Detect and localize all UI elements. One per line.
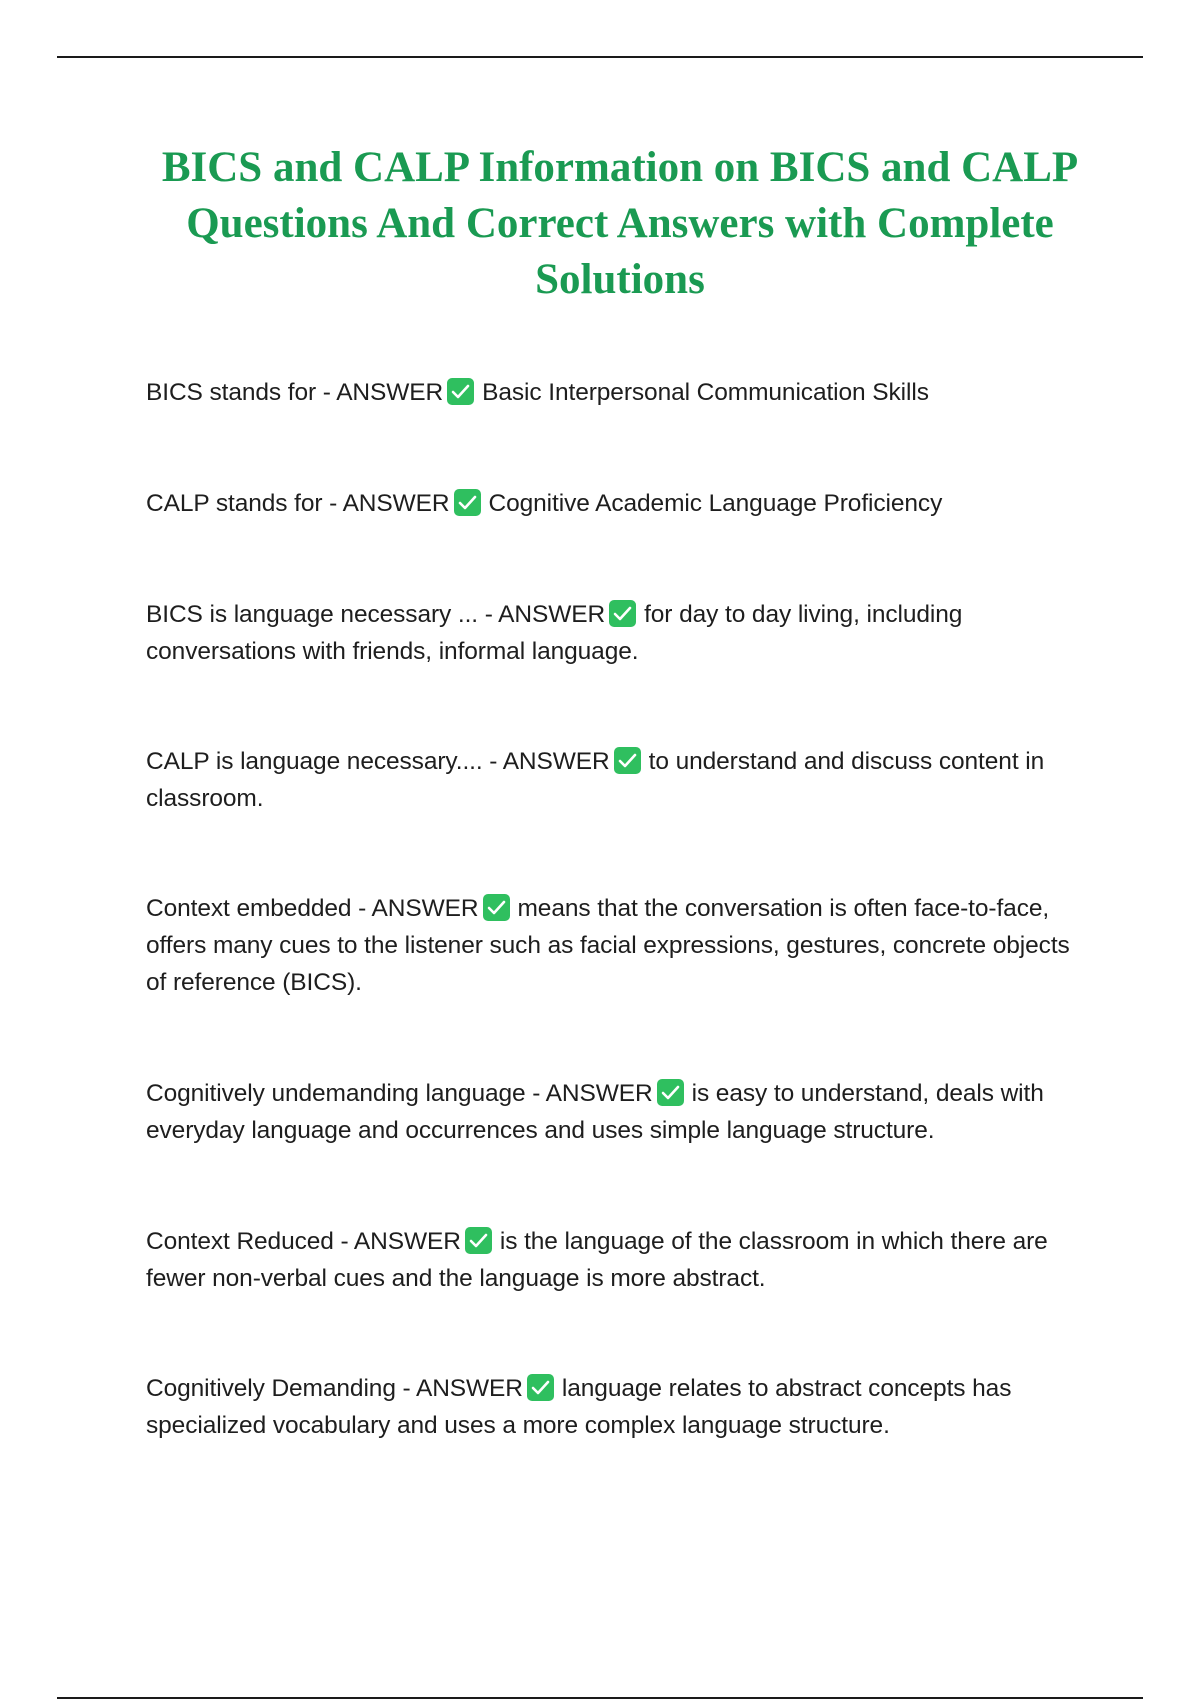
check-mark-icon bbox=[447, 378, 474, 405]
question-text: Context embedded - ANSWER bbox=[146, 895, 479, 922]
question-text: CALP stands for - ANSWER bbox=[146, 490, 450, 517]
qa-item-3 bbox=[146, 596, 1096, 670]
check-mark-icon bbox=[483, 894, 510, 921]
answer-text: means that the conversation is often face-to-face, offers many cues to the listener such as facial expressions, gestures, concrete objects of reference (BICS). bbox=[146, 895, 1070, 996]
answer-text: Basic Interpersonal Communication Skills bbox=[482, 379, 929, 406]
qa-item-6 bbox=[146, 1075, 1096, 1149]
check-mark-icon bbox=[465, 1227, 492, 1254]
question-text: Cognitively undemanding language - ANSWER bbox=[146, 1080, 653, 1107]
bottom-rule bbox=[57, 1697, 1143, 1699]
question-text: Cognitively Demanding - ANSWER bbox=[146, 1375, 523, 1402]
qa-item-8 bbox=[146, 1370, 1096, 1444]
qa-item-2 bbox=[146, 485, 1096, 522]
question-text: BICS stands for - ANSWER bbox=[146, 379, 444, 406]
check-mark-icon bbox=[454, 489, 481, 516]
answer-text: is easy to understand, deals with everyday language and occurrences and uses simple language structure. bbox=[146, 1080, 1044, 1144]
check-mark-icon bbox=[609, 600, 636, 627]
question-text: BICS is language necessary ... - ANSWER bbox=[146, 601, 606, 628]
qa-item-5 bbox=[146, 890, 1096, 1001]
qa-item-4 bbox=[146, 743, 1096, 817]
answer-text: for day to day living, including conversations with friends, informal language. bbox=[146, 601, 963, 665]
top-rule bbox=[57, 56, 1143, 58]
question-text: Context Reduced - ANSWER bbox=[146, 1228, 461, 1255]
check-mark-icon bbox=[527, 1374, 554, 1401]
answer-text: to understand and discuss content in classroom. bbox=[146, 748, 1045, 812]
answer-text: Cognitive Academic Language Proficiency bbox=[488, 490, 943, 517]
check-mark-icon bbox=[614, 747, 641, 774]
answer-text: is the language of the classroom in which there are fewer non-verbal cues and the language is more abstract. bbox=[146, 1228, 1048, 1292]
check-mark-icon bbox=[657, 1079, 684, 1106]
qa-item-1 bbox=[146, 374, 1096, 411]
qa-item-7 bbox=[146, 1223, 1096, 1297]
document-title: BICS and CALP Information on BICS and CALP Questions And Correct Answers with Complete Solutions bbox=[161, 144, 1079, 303]
question-text: CALP is language necessary.... - ANSWER bbox=[146, 748, 610, 775]
answer-text: language relates to abstract concepts has specialized vocabulary and uses a more complex language structure. bbox=[146, 1375, 1012, 1439]
